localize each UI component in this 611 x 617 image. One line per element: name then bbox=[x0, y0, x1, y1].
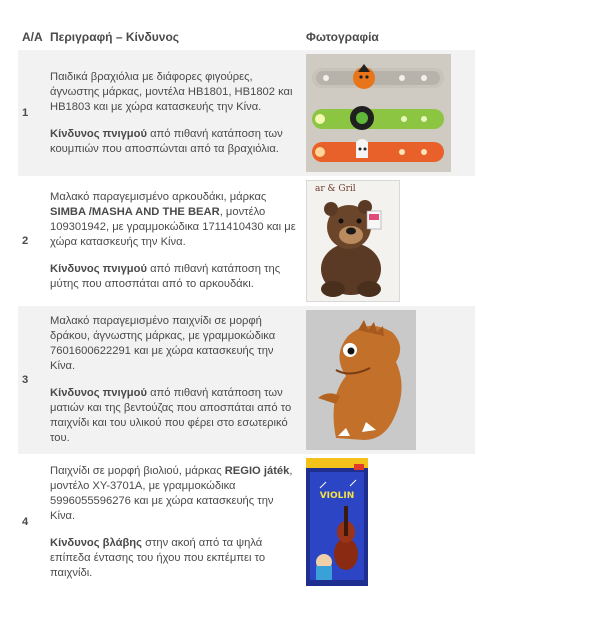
header-number: A/A bbox=[22, 30, 43, 44]
risk-text: από πιθανή κατάποση της μύτης που αποσπάται από το αρκουδάκι. bbox=[50, 263, 281, 290]
bear-photo-caption: ar & Gril bbox=[315, 184, 356, 194]
risk-label: Κίνδυνος πνιγμού bbox=[50, 387, 147, 399]
violin-photo-caption: VIOLIN bbox=[319, 491, 355, 501]
risk-text: από πιθανή κατάποση των ματιών και της βεντούζας που αποσπάται από το παιχνίδι και του υλικού που φέρει στο εσωτερικό του. bbox=[50, 387, 292, 444]
bear-image bbox=[307, 181, 399, 301]
recalls-table bbox=[18, 28, 475, 590]
bracelets-photo bbox=[306, 54, 451, 172]
product-description: Μαλακό παραγεμισμένο παιχνίδι σε μορφή δράκου, άγνωστης μάρκας, με γραμμοκώδικα 7601600622291 και με χώρα κατασκευής την Κίνα. bbox=[50, 315, 276, 372]
bear-photo bbox=[306, 180, 400, 302]
row-photo-cell bbox=[306, 454, 475, 590]
dragon-image bbox=[306, 310, 416, 450]
table-row bbox=[18, 176, 475, 306]
risk-label: Κίνδυνος πνιγμού bbox=[50, 263, 147, 275]
table-row bbox=[18, 306, 475, 454]
violin-photo bbox=[306, 458, 368, 586]
risk-description bbox=[50, 127, 300, 157]
row-number: 3 bbox=[18, 306, 50, 454]
table-row bbox=[18, 454, 475, 590]
violin-image bbox=[306, 458, 368, 586]
brand-name: REGIO játék bbox=[224, 464, 290, 477]
row-number: 4 bbox=[18, 454, 50, 590]
risk-label: Κίνδυνος πνιγμού bbox=[50, 127, 147, 140]
brand-name: SIMBA /MASHA AND THE BEAR bbox=[50, 206, 220, 218]
risk-text: στην ακοή από τα ψηλά επίπεδα έντασης του ήχου που εκπέμπει το παιχνίδι. bbox=[50, 536, 266, 579]
product-description: Παιδικά βραχιόλια με διάφορες φιγούρες, άγνωστης μάρκας, μοντέλα HB1801, HB1802 και HB1803 και με χώρα κατασκευής την Κίνα. bbox=[50, 70, 293, 113]
bracelets-image bbox=[306, 54, 451, 172]
row-photo-cell bbox=[306, 306, 475, 454]
risk-description bbox=[50, 386, 300, 446]
risk-label: Κίνδυνος βλάβης bbox=[50, 536, 142, 549]
header-photo: Φωτογραφία bbox=[306, 30, 379, 44]
row-description bbox=[50, 454, 306, 590]
row-photo-cell bbox=[306, 176, 475, 306]
recalls-table-container bbox=[18, 28, 475, 590]
row-description bbox=[50, 50, 306, 176]
table-row bbox=[18, 50, 475, 176]
table-header-row bbox=[18, 28, 475, 50]
row-description bbox=[50, 306, 306, 454]
header-description: Περιγραφή – Κίνδυνος bbox=[50, 30, 180, 44]
dragon-photo bbox=[306, 310, 416, 450]
row-photo-cell bbox=[306, 50, 475, 176]
risk-description bbox=[50, 536, 300, 581]
row-number: 1 bbox=[18, 50, 50, 176]
risk-description bbox=[50, 262, 300, 292]
row-description bbox=[50, 176, 306, 306]
row-number: 2 bbox=[18, 176, 50, 306]
product-description: Μαλακό παραγεμισμένο αρκουδάκι, μάρκας SIMBA /MASHA AND THE BEAR, μοντέλο 109301942, με γραμμοκώδικα 1711410430 και με χώρα κατασκευής την Κίνα. bbox=[50, 191, 296, 248]
product-description: Παιχνίδι σε μορφή βιολιού, μάρκας REGIO játék, μοντέλο XY-3701A, με γραμμοκώδικα 5996055596276 και με χώρα κατασκευής την Κίνα. bbox=[50, 464, 293, 522]
risk-text: από πιθανή κατάποση των κουμπιών που αποσπώνται από τα βραχιόλια. bbox=[50, 127, 283, 155]
